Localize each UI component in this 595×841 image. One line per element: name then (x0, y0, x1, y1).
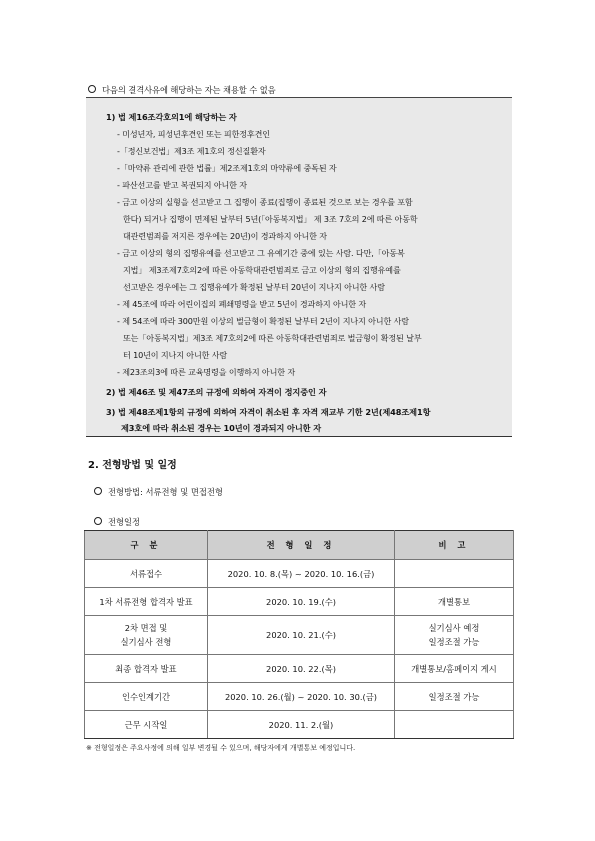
cell-category: 1차 서류전형 합격자 발표 (85, 588, 208, 616)
cell-note-line1: 실기심사 예정 (428, 623, 480, 633)
cell-category: 근무 시작일 (85, 711, 208, 739)
item1-line-cont: 터 10년이 지나지 아니한 사람 (123, 350, 228, 360)
item1-line: - 금고 이상의 형의 집행유예를 선고받고 그 유예기간 중에 있는 사람. 다만,「아동복 (117, 248, 405, 258)
circle-bullet-icon (94, 517, 102, 525)
header-note: 비 고 (395, 531, 514, 560)
item1-line-cont: 또는「아동복지법」제3조 제7호의2에 따른 아동학대관련범죄로 벌금형이 확정된 날부 (123, 333, 422, 343)
schedule-label-line (94, 516, 140, 528)
schedule-table (84, 530, 514, 739)
method-line (94, 486, 223, 498)
item1-line: -「마약류 관리에 관한 법률」제2조제1호의 마약류에 중독된 자 (117, 163, 337, 173)
item1-line: - 파산선고를 받고 복권되지 아니한 자 (117, 180, 247, 190)
schedule-label: 전형일정 (108, 517, 141, 527)
table-row (85, 616, 514, 655)
cell-date: 2020. 10. 19.(수) (208, 588, 395, 616)
item1-line-cont: 선고받은 경우에는 그 집행유예가 확정된 날부터 20년이 지나지 아니한 사람 (123, 282, 385, 292)
cell-date: 2020. 10. 22.(목) (208, 655, 395, 683)
item1-line: - 미성년자, 피성년후견인 또는 피한정후견인 (117, 129, 270, 139)
disqualification-intro (88, 84, 276, 96)
cell-note (395, 616, 514, 655)
cell-note-line2: 일정조절 가능 (428, 637, 480, 647)
item3-title-cont: 제3호에 따라 취소된 경우는 10년이 경과되지 아니한 자 (121, 423, 322, 433)
table-row (85, 683, 514, 711)
cell-note: 개별통보 (395, 588, 514, 616)
disqualification-box (86, 97, 512, 437)
table-row (85, 711, 514, 739)
cell-category: 인수인계기간 (85, 683, 208, 711)
cell-category-line1: 2차 면접 및 (124, 623, 168, 633)
item1-line-cont: 한다) 되거나 집행이 면제된 날부터 5년(「아동복지법」 제 3조 7호의 2에 따른 아동학 (123, 214, 418, 224)
cell-note: 일정조절 가능 (395, 683, 514, 711)
circle-bullet-icon (94, 487, 102, 495)
item1-line: - 제 45조에 따라 어린이집의 폐쇄명령을 받고 5년이 경과하지 아니한 자 (117, 299, 367, 309)
item1-line: - 제23조의3에 따른 교육명령을 이행하지 아니한 자 (117, 367, 296, 377)
intro-text: 다음의 결격사유에 해당하는 자는 채용할 수 없음 (102, 85, 276, 95)
item1-line: -「정신보건법」제3조 제1호의 정신질환자 (117, 146, 266, 156)
cell-date: 2020. 10. 8.(목) ~ 2020. 10. 16.(금) (208, 560, 395, 588)
cell-category: 서류접수 (85, 560, 208, 588)
footnote: ※ 전형일정은 주요사정에 의해 일부 변경될 수 있으며, 해당자에게 개별통보 예정입니다. (86, 744, 356, 752)
cell-note (395, 711, 514, 739)
cell-date: 2020. 10. 26.(월) ~ 2020. 10. 30.(금) (208, 683, 395, 711)
section-title: 2. 전형방법 및 일정 (88, 460, 177, 471)
cell-note (395, 560, 514, 588)
item1-line: - 제 54조에 따라 300만원 이상의 벌금형이 확정된 날부터 2년이 지나지 아니한 사람 (117, 316, 409, 326)
item1-title: 1) 법 제16조각호의1에 해당하는 자 (106, 112, 237, 122)
table-row (85, 560, 514, 588)
circle-bullet-icon (88, 85, 96, 93)
cell-category (85, 616, 208, 655)
table-header-row (85, 531, 514, 560)
cell-note: 개별통보/홈페이지 게시 (395, 655, 514, 683)
cell-category-line2: 실기심사 전형 (120, 637, 172, 647)
cell-date: 2020. 11. 2.(월) (208, 711, 395, 739)
header-category: 구 분 (85, 531, 208, 560)
item1-line-cont: 지법」 제3조제7호의2에 따른 아동학대관련범죄로 금고 이상의 형의 집행유예를 (123, 265, 401, 275)
item2-title: 2) 법 제46조 및 제47조의 규정에 의하여 자격이 정지중인 자 (106, 387, 327, 397)
cell-date: 2020. 10. 21.(수) (208, 616, 395, 655)
item1-line: - 금고 이상의 실형을 선고받고 그 집행이 종료(집행이 종료된 것으로 보는 경우를 포함 (117, 197, 413, 207)
table-row (85, 655, 514, 683)
method-text: 전형방법: 서류전형 및 면접전형 (108, 487, 223, 497)
item1-line-cont: 대관련범죄를 저지른 경우에는 20년)이 경과하지 아니한 자 (123, 231, 327, 241)
header-date: 전 형 일 정 (208, 531, 395, 560)
table-row (85, 588, 514, 616)
cell-category: 최종 합격자 발표 (85, 655, 208, 683)
item3-title: 3) 법 제48조제1항의 규정에 의하여 자격이 취소된 후 자격 재교부 기한 2년(제48조제1항 (106, 407, 431, 417)
